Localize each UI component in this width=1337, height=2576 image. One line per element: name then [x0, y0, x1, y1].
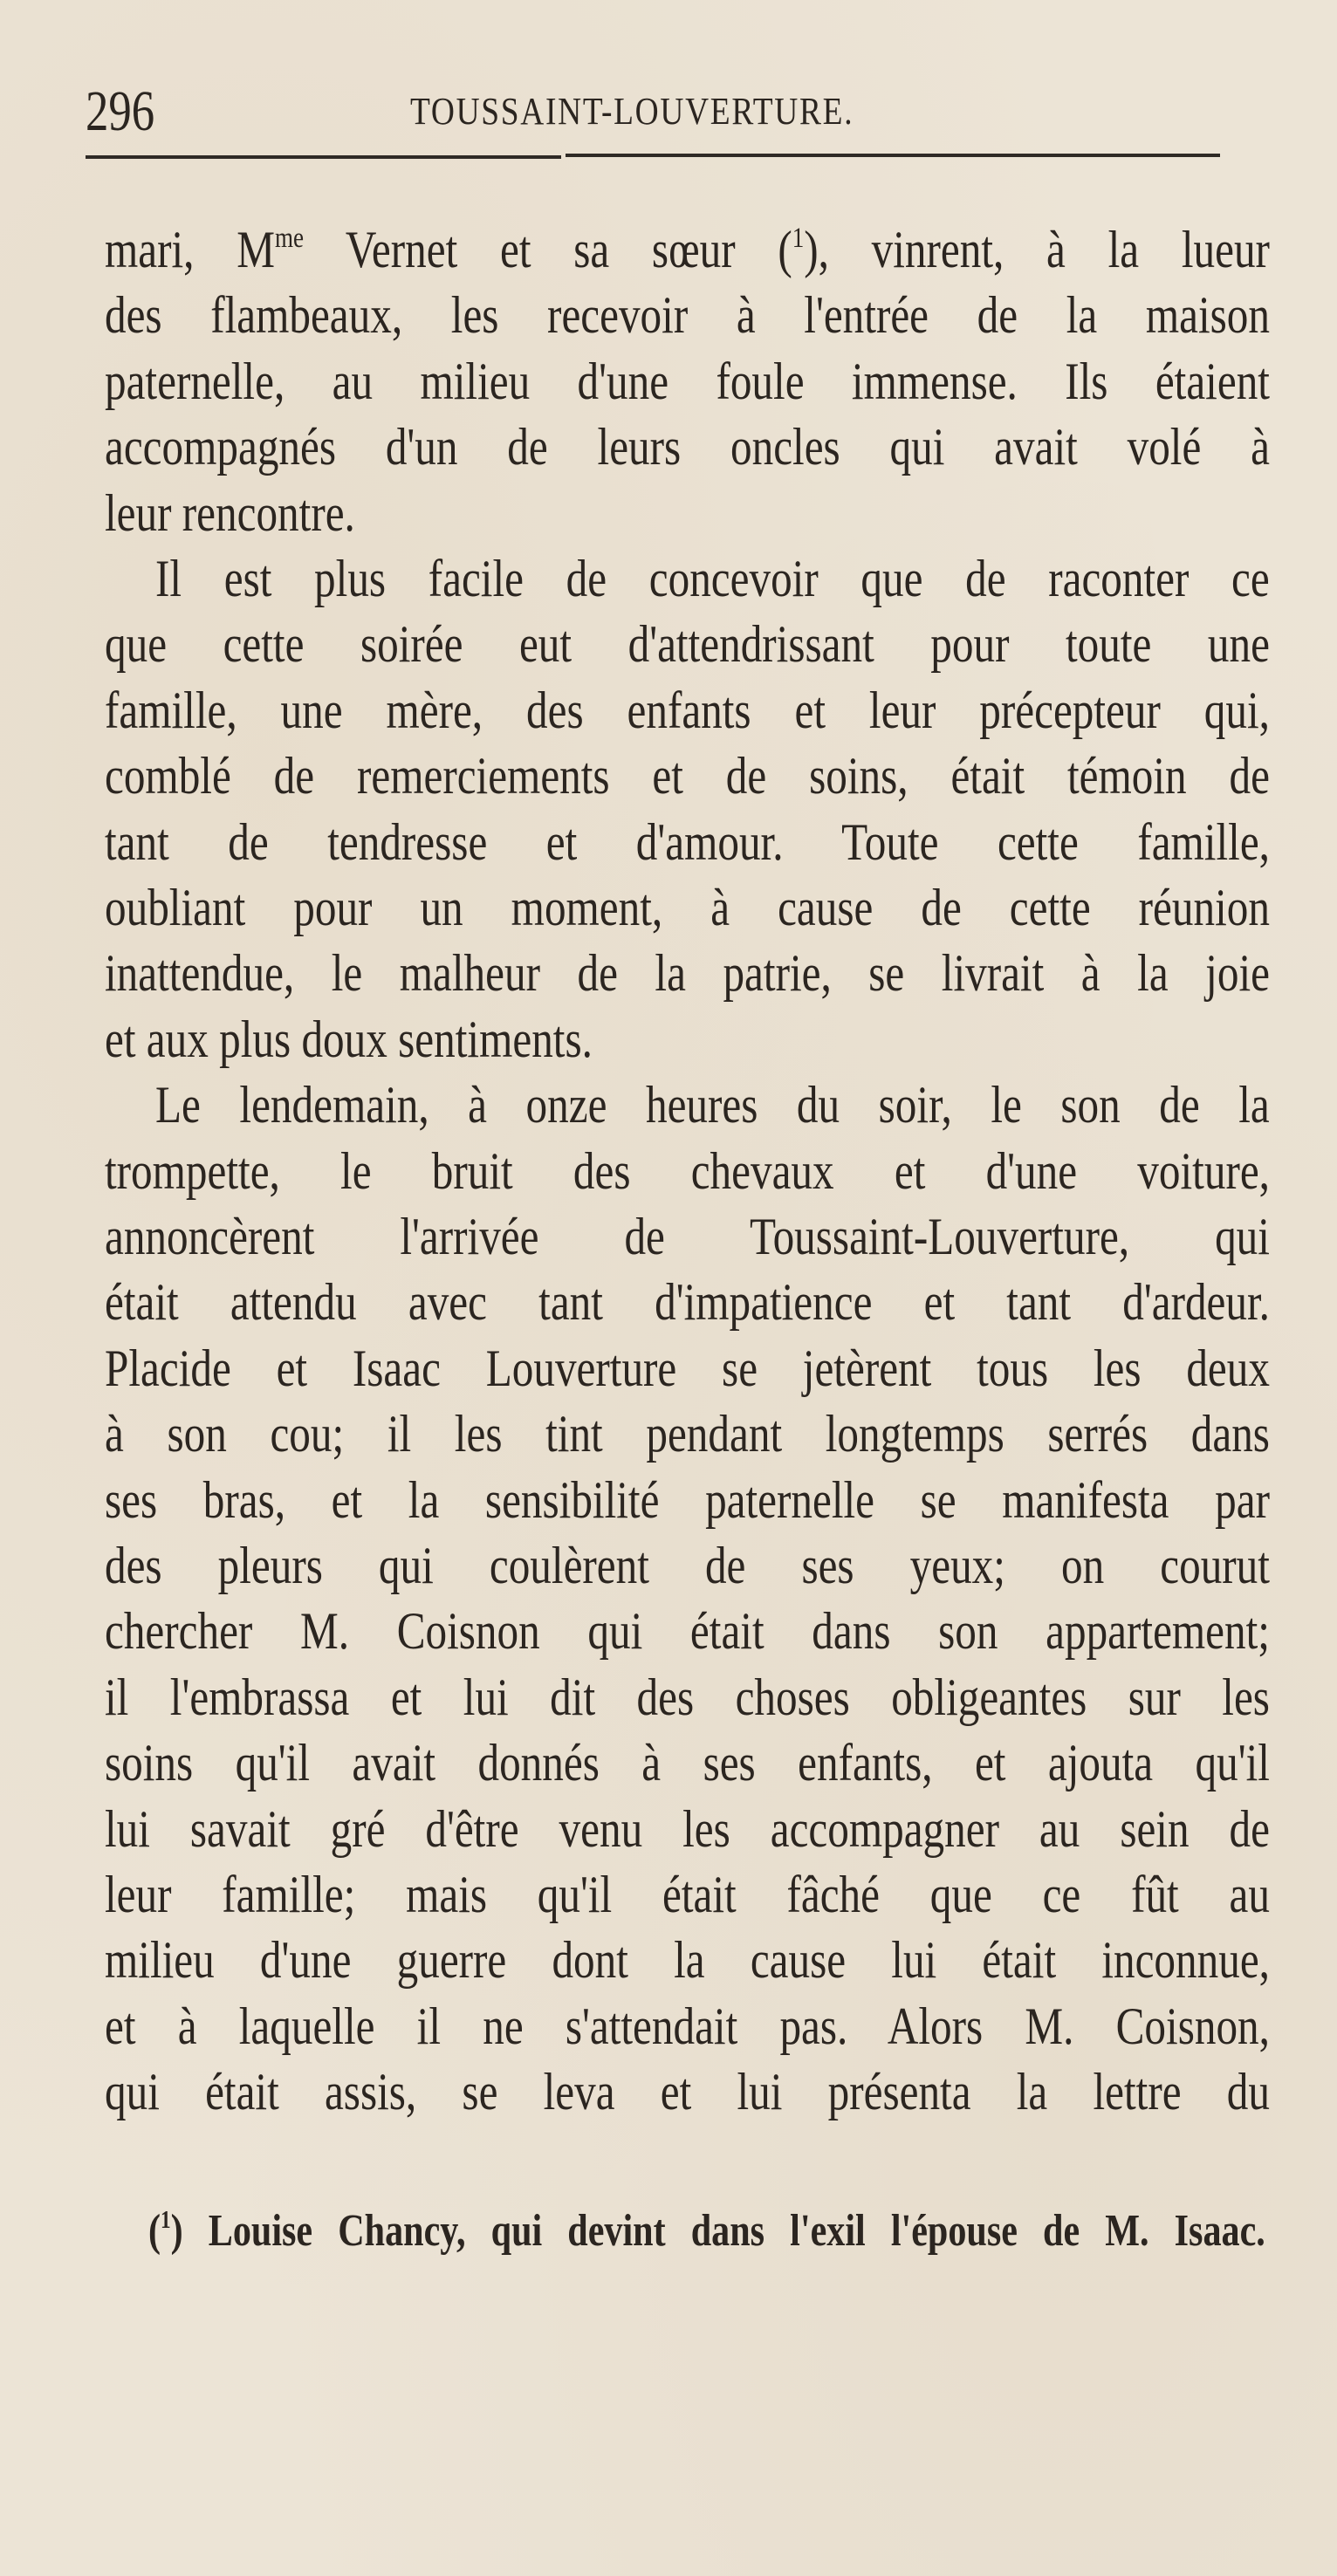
body-line-2: des flambeaux, les recevoir à l'entrée de la maison: [105, 286, 1270, 345]
running-title: TOUSSAINT-LOUVERTURE.: [410, 90, 854, 133]
body-line-17: était attendu avec tant d'impatience et tant d'ardeur.: [105, 1273, 1270, 1332]
body-line-11: oubliant pour un moment, à cause de cette réunion: [105, 879, 1270, 936]
body-line-25: lui savait gré d'être venu les accompagner au sein de: [105, 1799, 1270, 1858]
body-line-10: tant de tendresse et d'amour. Toute cette famille,: [105, 812, 1270, 871]
body-line-29: qui était assis, se leva et lui présenta la lettre du: [105, 2063, 1270, 2121]
body-line-19: à son cou; il les tint pendant longtemps serrés dans: [105, 1405, 1270, 1463]
body-line-27: milieu d'une guerre dont la cause lui était inconnue,: [105, 1931, 1270, 1990]
text-span: (: [148, 2206, 161, 2256]
body-line-16: annoncèrent l'arrivée de Toussaint-Louverture, qui: [105, 1208, 1270, 1265]
superscript: me: [274, 222, 305, 254]
body-line-21: des pleurs qui coulèrent de ses yeux; on courut: [105, 1537, 1270, 1594]
body-line-7: que cette soirée eut d'attendrissant pour toute une: [105, 615, 1270, 674]
text-span: mari, M: [105, 221, 275, 278]
body-line-1: [105, 216, 1270, 283]
footnote-ref: 1: [792, 222, 805, 254]
body-line-26: leur famille; mais qu'il était fâché que ce fût au: [105, 1866, 1270, 1923]
body-line-18: Placide et Isaac Louverture se jetèrent tous les deux: [105, 1339, 1270, 1397]
body-line-23: il l'embrassa et lui dit des choses obligeantes sur les: [105, 1668, 1270, 1726]
body-line-8: famille, une mère, des enfants et leur précepteur qui,: [105, 681, 1270, 739]
body-line-5: leur rencontre.: [105, 483, 355, 542]
body-line-22: chercher M. Coisnon qui était dans son appartement;: [105, 1602, 1270, 1661]
body-line-9: comblé de remerciements et de soins, était témoin de: [105, 747, 1270, 805]
text-span: ), vinrent, à la lueur: [804, 221, 1270, 278]
body-line-12: inattendue, le malheur de la patrie, se livrait à la joie: [105, 944, 1270, 1003]
header-rule-right: [566, 154, 1220, 157]
body-line-15: trompette, le bruit des chevaux et d'une voiture,: [105, 1141, 1270, 1200]
footnote: [148, 2201, 1265, 2262]
body-line-13: et aux plus doux sentiments.: [105, 1010, 593, 1068]
body-line-24: soins qu'il avait donnés à ses enfants, et ajouta qu'il: [105, 1734, 1270, 1792]
header-rule-left: [86, 155, 561, 159]
page-number: 296: [86, 79, 155, 143]
body-line-20: ses bras, et la sensibilité paternelle se manifesta par: [105, 1470, 1270, 1529]
body-line-6: Il est plus facile de concevoir que de raconter ce: [155, 550, 1270, 607]
body-line-4: accompagnés d'un de leurs oncles qui avait volé à: [105, 418, 1270, 476]
text-span: ): [170, 2206, 183, 2256]
body-line-3: paternelle, au milieu d'une foule immense. Ils étaient: [105, 352, 1270, 410]
body-line-14: Le lendemain, à onze heures du soir, le son de la: [155, 1076, 1270, 1134]
body-line-28: et à laquelle il ne s'attendait pas. Alors M. Coisnon,: [105, 1997, 1270, 2055]
text-span: Vernet et sa sœur (: [304, 221, 792, 278]
footnote-marker: 1: [161, 2206, 171, 2234]
footnote-text: Louise Chancy, qui devint dans l'exil l'épouse de M. Isaac.: [182, 2206, 1265, 2256]
